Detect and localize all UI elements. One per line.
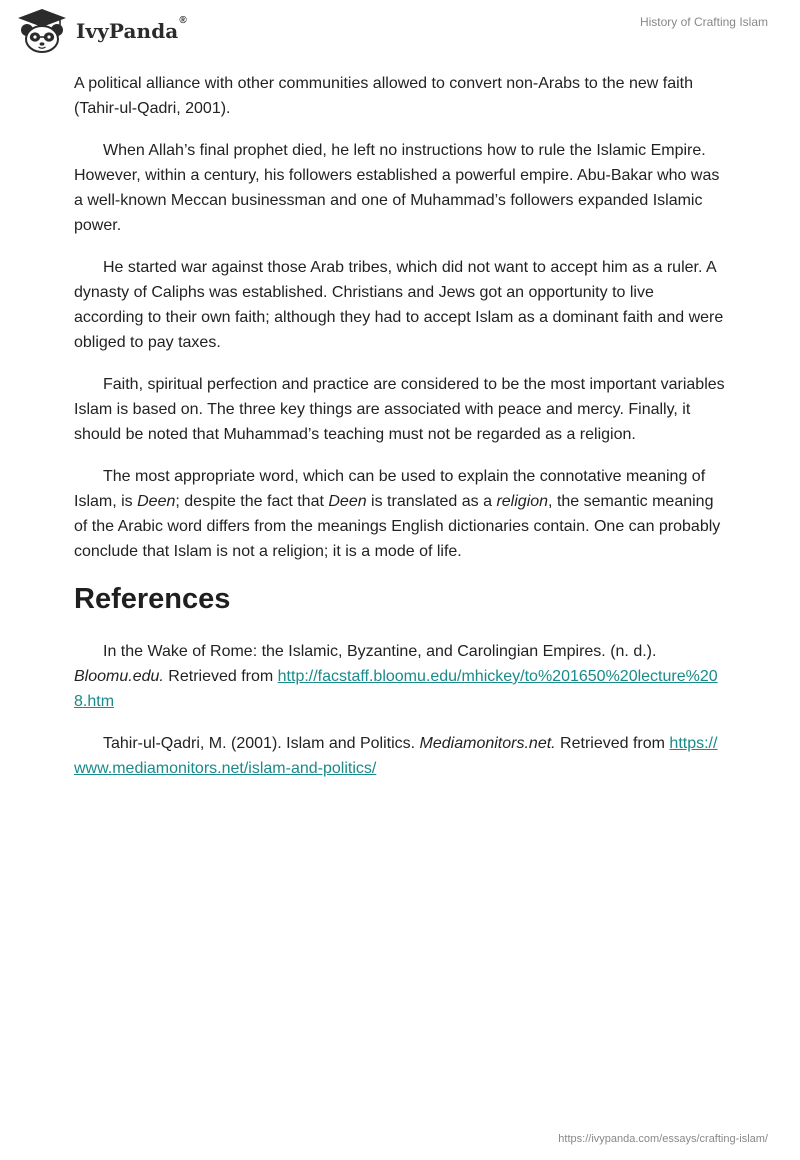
emphasis-term: Deen [137, 493, 176, 510]
footer-url[interactable]: https://ivypanda.com/essays/crafting-islam/ [558, 1133, 768, 1145]
paragraph: The most appropriate word, which can be used to explain the connotative meaning of Islam, is Deen; despite the fact that Deen is translated as a religion, the semantic meaning of the Arabic word differs from the meanings English dictionaries contain. One can probably conclude that Islam is not a religion; it is a mode of life. [74, 468, 721, 560]
reference-link[interactable]: http://facstaff.bloomu.edu/mhickey/to%201650%20lecture%208.htm [74, 668, 718, 710]
panda-graduate-icon [14, 8, 70, 54]
references-heading: References [74, 583, 231, 615]
paragraph: He started war against those Arab tribes, which did not want to accept him as a ruler. A dynasty of Caliphs was established. Christians and Jews got an opportunity to live according to their own faith; although they had to accept Islam as a dominant faith and were obliged to pay taxes. [74, 259, 724, 351]
reference-source: Bloomu.edu. [74, 668, 164, 685]
paragraph: A political alliance with other communities allowed to convert non-Arabs to the new faith (Tahir-ul-Qadri, 2001). [74, 75, 693, 117]
page-header [0, 0, 800, 60]
ivypanda-logo[interactable] [14, 8, 187, 54]
emphasis-term: religion [496, 493, 549, 510]
reference-item: Tahir-ul-Qadri, M. (2001). Islam and Politics. Mediamonitors.net. Retrieved from https://www.mediamonitors.net/islam-and-politics/ [74, 735, 718, 777]
reference-source: Mediamonitors.net. [419, 735, 556, 752]
reference-link[interactable]: https://www.mediamonitors.net/islam-and-politics/ [74, 735, 718, 777]
essay-content [74, 71, 726, 798]
paragraph: Faith, spiritual perfection and practice are considered to be the most important variables Islam is based on. The three key things are associated with peace and mercy. Finally, it should be noted that Muhammad’s teaching must not be regarded as a religion. [74, 376, 725, 443]
reference-item: In the Wake of Rome: the Islamic, Byzantine, and Carolingian Empires. (n. d.). Bloomu.edu. Retrieved from http://facstaff.bloomu.edu/mhickey/to%201650%20lecture%208.htm [74, 643, 718, 710]
emphasis-term: Deen [328, 493, 367, 510]
paragraph: When Allah’s final prophet died, he left no instructions how to rule the Islamic Empire. However, within a century, his followers established a powerful empire. Abu-Bakar who was a well-known Meccan businessman and one of Muhammad’s followers expanded Islamic power. [74, 142, 720, 234]
document-title: History of Crafting Islam [639, 15, 768, 29]
brand-name: IvyPanda® [76, 15, 187, 43]
